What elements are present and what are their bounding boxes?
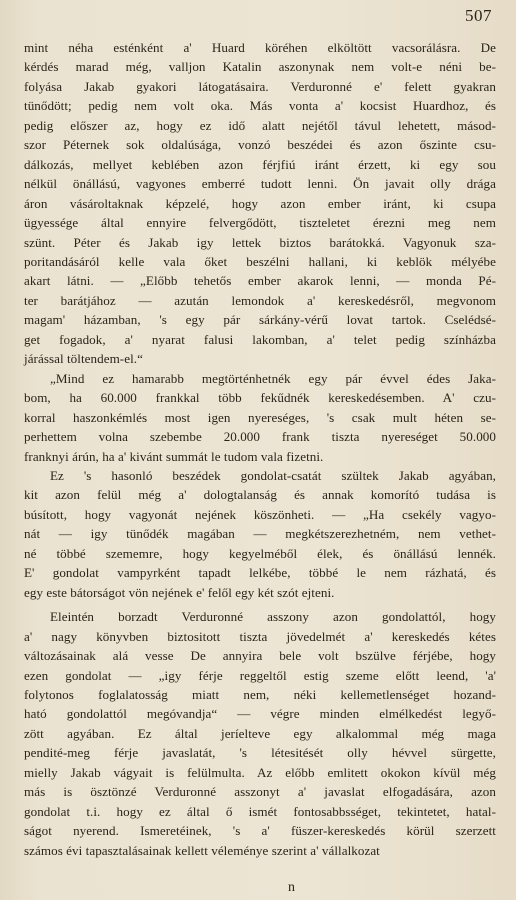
page-number: 507	[465, 6, 492, 25]
text-line: tünődött; pedig nem volt oka. Más vonta a' kocsist Huardhoz, és	[24, 98, 496, 114]
text-line: kérdés marad még, valljon Katalin aszonynak nem volt-e néni be-	[24, 59, 496, 75]
text-line: a' nagy könyvben biztositott tiszta jövedelmét a' kereskedés kétes	[24, 628, 496, 644]
text-line: nát — igy tünődék magában — megkétszerezhetném, nem vethet-	[24, 526, 496, 542]
text-line: zött agyában. Ez által jeríelteve egy alkalommal még maga	[24, 725, 496, 741]
paragraph	[24, 607, 496, 860]
text-line: korral haszonkémlés most igen nyereséges, 's csak mult héten se-	[24, 409, 496, 425]
text-line: pendité-meg férje javaslatát, 's létesitését olly hévvel sürgette,	[24, 745, 496, 761]
text-line: más is ösztönzé Verduronné asszonyt a' javaslat elfogadására, azon	[24, 784, 496, 800]
paragraph	[24, 466, 496, 602]
text-line: mielly Jakab vágyait is felülmulta. Az előbb emlitett okokon kívül még	[24, 764, 496, 780]
text-line: ezen gondolat — „igy férje reggeltől estig szeme előtt leend, 'a'	[24, 667, 496, 683]
paragraph	[24, 369, 496, 466]
text-line: kit azon felül még a' dologtalanság és annak komorító tudása is	[24, 487, 496, 503]
text-line: Ez 's hasonló beszédek gondolat-csatát szültek Jakab agyában,	[50, 467, 496, 483]
text-line: né többé szememre, hogy kegyelméből élek, és önállású lennék.	[24, 545, 496, 561]
text-line: szünt. Péter és Jakab igy lettek biztos barátokká. Vagyonuk sza-	[24, 234, 496, 250]
text-line: járással töltendem-el.“	[24, 351, 143, 367]
text-line: akart látni. — „Előbb tehetős ember akarok lenni, — monda Pé-	[24, 273, 496, 289]
text-line: ható gondolattól megóvandja“ — végre minden elmélkedést legyő-	[24, 706, 496, 722]
text-line: Eleintén borzadt Verduronné asszony azon gondolattól, hogy	[50, 609, 496, 625]
text-line: get fogadok, a' nyarat falusi lakomban, a' telet pedig színházba	[24, 331, 496, 347]
text-line: ságot nyerend. Ismeretéinek, 's a' füszer-kereskedés körül szerzett	[24, 823, 496, 839]
text-line: folyása Jakab gyakori látogatásaira. Verduronné e' felett gyakran	[24, 78, 496, 94]
text-line: ter barátjához — azután lemondok a' kereskedésről, megvonom	[24, 292, 496, 308]
text-line: poritandásáról kelle vala őket beszélni hallani, ki keblök mélyébe	[24, 253, 496, 269]
text-line: perhettem volna szebembe 20.000 frank tiszta nyereséget 50.000	[24, 429, 496, 445]
text-line: változásainak alá vesse De annyira bele volt bszülve férjébe, hogy	[24, 648, 496, 664]
text-line: áron vásároltaknak képzelé, hogy azon ember iránt, ki csupa	[24, 195, 496, 211]
text-line: egy este bátorságot vön nejének e' felől egy két szót ejteni.	[24, 584, 335, 600]
text-line: számos évi tapasztalásainak kellett véleménye szerint a' vállalkozat	[24, 842, 380, 858]
text-line: folytonos foglalatosság miatt nem, néki kellemetlenséget hozand-	[24, 686, 496, 702]
text-line: bom, ha 60.000 frankkal több fekűdnék kereskedésemben. A' czu-	[24, 390, 496, 406]
text-line: „Mind ez hamarabb megtörténhetnék egy pár évvel édes Jaka-	[50, 370, 496, 386]
text-line: nélkül önállású, vagyones emberré tudott lenni. Ön javait olly drága	[24, 176, 496, 192]
paragraph	[24, 38, 496, 369]
footer-signature-mark: n	[288, 880, 295, 895]
text-line: pedig előszer az, hogy ez idő alatt nejétől távul lehetett, másod-	[24, 117, 496, 133]
text-line: magam' házamban, 's egy pár sárkány-vérű lovat tartok. Cselédsé-	[24, 312, 496, 328]
text-line: búsított, hogy vagyonát nejének köszönheti. — „Ha csekély vagyo-	[24, 506, 496, 522]
text-line: mint néha esténként a' Huard köréhen elköltött vacsorálásra. De	[24, 40, 496, 55]
text-line: E' gondolat vampyrként tapadt lelkébe, többé le nem rázhatá, és	[24, 565, 496, 581]
text-line: franknyi árún, ha a' kivánt summát le tudom vala fizetni.	[24, 448, 324, 464]
text-line: dálkozás, mellyet keblében azon férjfiú iránt érzett, ki egy sou	[24, 156, 496, 172]
text-line: ügyessége által ennyire felvergődött, tiszteletet érezni meg nem	[24, 215, 496, 231]
text-line: szor Péternek sok oldalúsága, vonzó beszédei és azon őszinte csu-	[24, 137, 496, 153]
body-text	[24, 38, 496, 860]
text-line: gondolat t.i. hogy ez által ő ismét fontosabbsséget, tekintetet, hatal-	[24, 803, 496, 819]
